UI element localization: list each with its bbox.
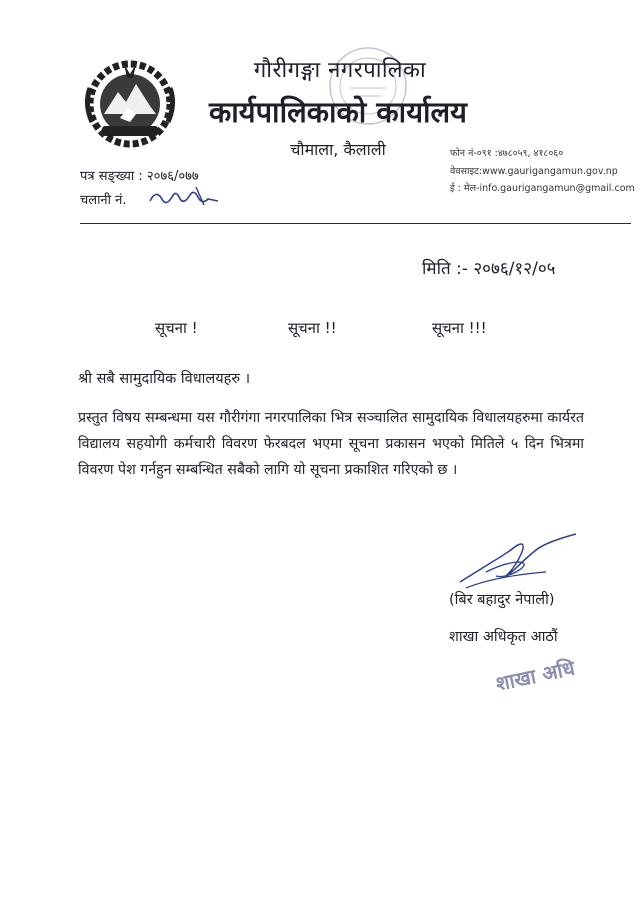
header-divider [80, 223, 631, 224]
notice-heading-3: सूचना !!! [432, 319, 487, 337]
handwritten-signature [456, 532, 580, 592]
municipality-name: गौरीगङ्गा नगरपालिका [253, 58, 427, 83]
signatory-name: (बिर बहादुर नेपाली) [449, 592, 555, 608]
addressee-line: श्री सबै सामुदायिक विधालयहरु । [78, 371, 251, 387]
handwritten-dispatch-number [146, 183, 222, 211]
notice-heading-2: सूचना !! [288, 319, 337, 337]
contact-email: ई : मेल-info.gaurigangamun@gmail.com [450, 183, 635, 194]
letter-reference-number: पत्र सङ्ख्या : २०७६/०७७ [80, 169, 199, 184]
notice-body: प्रस्तुत विषय सम्बन्धमा यस गौरीगंगा नगरपालिका भित्र सञ्चालित सामुदायिक विधालयहरुमा कार्यरत विद्यालय सहयोगी कर्मचारी विवरण फेरबदल भएमा सूचना प्रकासन भएको मितिले ५ दिन भित्रमा विवरण पेश गर्नहुन सम्बन्धित सबैको लागि यो सूचना प्रकाशित गरिएको छ । [78, 410, 584, 478]
contact-website: वेवसाइट:www.gaurigangamun.gov.np [450, 166, 618, 177]
dispatch-number-label: चलानी नं. [80, 193, 127, 208]
stamp-text: शाखा अधि [493, 655, 577, 692]
designation-stamp [488, 636, 592, 692]
signatory-title: शाखा अधिकृत आठौं [449, 629, 558, 645]
office-location: चौमाला, कैलाली [290, 140, 386, 159]
nepal-government-emblem-icon [80, 58, 180, 150]
office-title: कार्यपालिकाको कार्यालय [208, 95, 468, 129]
contact-phone: फोन नं-०९१ :४७८०५९, ४१८०६० [450, 148, 564, 159]
letter-date: मिति :- २०७६/१२/०५ [422, 259, 556, 279]
notice-heading-1: सूचना ! [155, 319, 198, 337]
